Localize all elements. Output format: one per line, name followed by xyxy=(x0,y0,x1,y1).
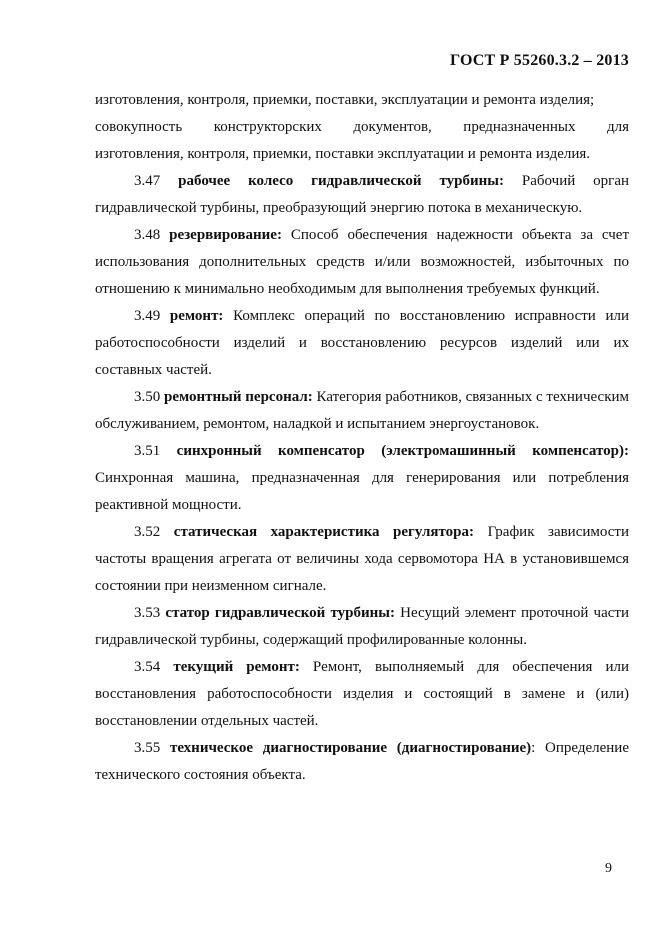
definition-text: Комплекс операций по восстановлению исправности или работоспособности изделий и восстановлению ресурсов изделий или их составных частей. xyxy=(95,308,630,378)
definition-term: синхронный компенсатор (электромашинный компенсатор): xyxy=(176,443,629,459)
definition-text: Несущий элемент проточной части гидравлической турбины, содержащий профилированные колонны. xyxy=(95,605,629,648)
definition-term: статор гидравлической турбины: xyxy=(165,605,395,621)
intro-line: изготовления, контроля, приемки, поставки эксплуатации и ремонта изделия. xyxy=(95,146,591,162)
definition-number: 3.53 xyxy=(134,605,161,621)
intro-line: совокупность конструкторских документов, предназначенных для xyxy=(95,119,629,135)
definition-text: Способ обеспечения надежности объекта за счет использования дополнительных средств и/или возможностей, избыточных по отношению к минимально необходимым для выполнения требуемых функций. xyxy=(95,227,629,297)
definition-term: ремонт: xyxy=(169,308,224,324)
definition-text: Категория работников, связанных с техническим обслуживанием, ремонтом, наладкой и испытанием энергоустановок. xyxy=(95,389,629,432)
definition-3-49 xyxy=(95,303,629,384)
definition-number: 3.47 xyxy=(134,173,161,189)
definition-term: ремонтный персонал: xyxy=(164,389,313,405)
definition-text: Синхронная машина, предназначенная для генерирования или потребления реактивной мощности. xyxy=(95,470,629,513)
definition-text: : Определение технического состояния объекта. xyxy=(95,740,629,783)
definition-text: График зависимости частоты вращения агрегата от величины хода сервомотора НА в установившемся состоянии при неизменном сигнале. xyxy=(95,524,629,594)
definition-number: 3.54 xyxy=(134,659,161,675)
definition-number: 3.51 xyxy=(134,443,161,459)
definition-term: рабочее колесо гидравлической турбины: xyxy=(178,173,504,189)
definition-number: 3.52 xyxy=(134,524,161,540)
definition-term: текущий ремонт: xyxy=(173,659,300,675)
page-body xyxy=(95,87,629,789)
definition-term: техническое диагностирование (диагностирование) xyxy=(169,740,532,756)
definition-3-55 xyxy=(95,735,629,789)
definition-number: 3.48 xyxy=(134,227,161,243)
page-number: 9 xyxy=(605,861,612,876)
definition-term: резервирование: xyxy=(169,227,282,243)
definition-3-52 xyxy=(95,519,629,600)
definition-3-53 xyxy=(95,600,629,654)
page-header: ГОСТ Р 55260.3.2 – 2013 xyxy=(449,52,629,69)
definition-3-47 xyxy=(95,168,629,222)
definition-3-54 xyxy=(95,654,629,735)
definition-term: статическая характеристика регулятора: xyxy=(173,524,475,540)
definition-text: Рабочий орган гидравлической турбины, преобразующий энергию потока в механическую. xyxy=(95,173,630,216)
definition-3-48 xyxy=(95,222,629,303)
definition-3-51 xyxy=(95,438,629,519)
definition-3-50 xyxy=(95,384,629,438)
definition-number: 3.55 xyxy=(134,740,161,756)
intro-line: изготовления, контроля, приемки, поставки, эксплуатации и ремонта изделия; xyxy=(95,92,595,108)
definition-number: 3.50 xyxy=(134,389,161,405)
definition-text: Ремонт, выполняемый для обеспечения или восстановления работоспособности изделия и состоящий в замене и (или) восстановлении отдельных частей. xyxy=(95,659,630,729)
definition-number: 3.49 xyxy=(134,308,161,324)
